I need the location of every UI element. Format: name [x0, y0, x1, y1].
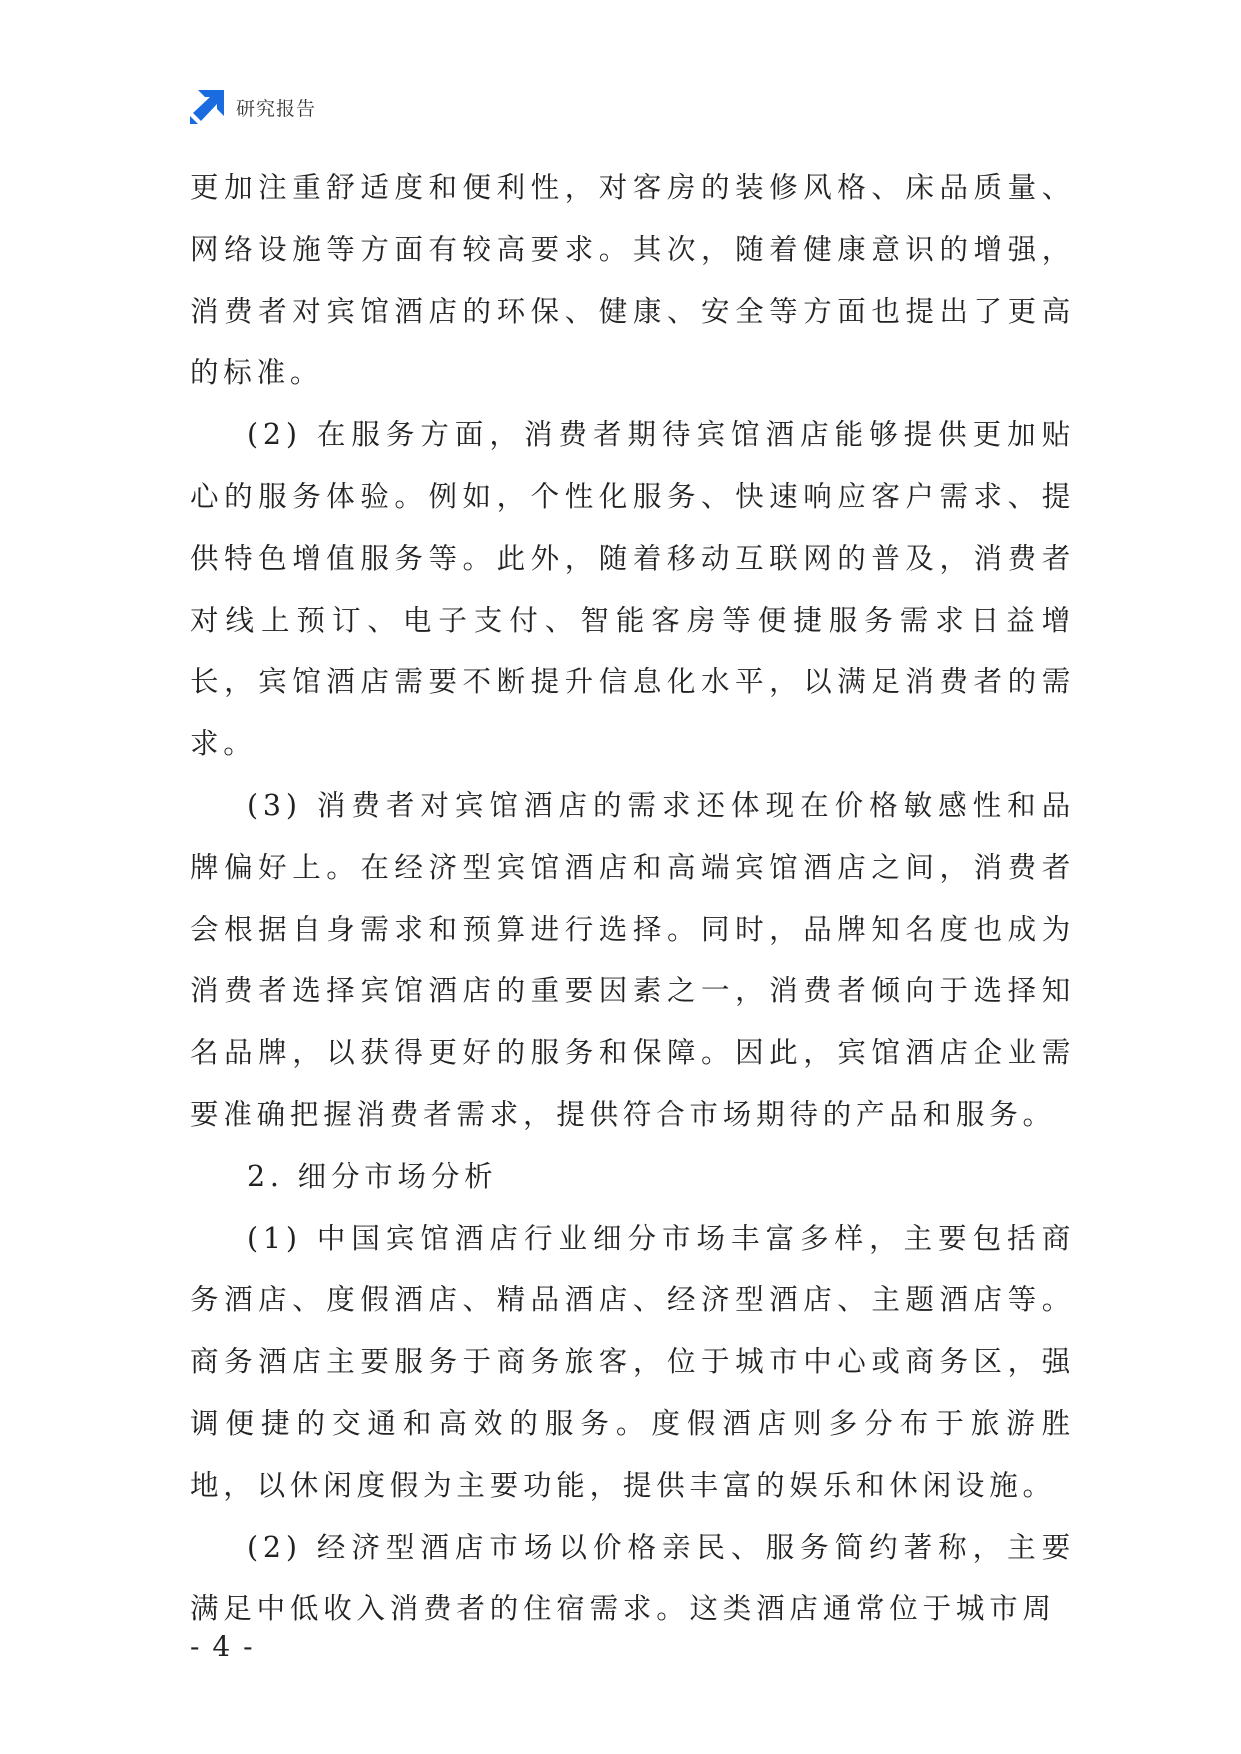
- paragraph-continuation: 更加注重舒适度和便利性，对客房的装修风格、床品质量、网络设施等方面有较高要求。其次，随着健康意识的增强，消费者对宾馆酒店的环保、健康、安全等方面也提出了更高的标准。: [190, 171, 1075, 390]
- page-header: [190, 90, 316, 124]
- logo-arrow-icon: [190, 90, 224, 124]
- paragraph-price-brand: (3) 消费者对宾馆酒店的需求还体现在价格敏感性和品牌偏好上。在经济型宾馆酒店和高端宾馆酒店之间，消费者会根据自身需求和预算进行选择。同时，品牌知名度也成为消费者选择宾馆酒店的重要因素之一，消费者倾向于选择知名品牌，以获得更好的服务和保障。因此，宾馆酒店企业需要准确把握消费者需求，提供符合市场期待的产品和服务。: [190, 788, 1075, 1131]
- document-body: [190, 157, 1075, 1640]
- paragraph-service: (2) 在服务方面，消费者期待宾馆酒店能够提供更加贴心的服务体验。例如，个性化服务、快速响应客户需求、提供特色增值服务等。此外，随着移动互联网的普及，消费者对线上预订、电子支付、智能客房等便捷服务需求日益增长，宾馆酒店需要不断提升信息化水平，以满足消费者的需求。: [190, 418, 1075, 761]
- section-heading: 2. 细分市场分析: [247, 1159, 498, 1193]
- paragraph-economy: (2) 经济型酒店市场以价格亲民、服务简约著称，主要满足中低收入消费者的住宿需求。这类酒店通常位于城市周: [190, 1530, 1075, 1626]
- page-number: - 4 -: [190, 1630, 255, 1663]
- paragraph-segments: (1) 中国宾馆酒店行业细分市场丰富多样，主要包括商务酒店、度假酒店、精品酒店、经济型酒店、主题酒店等。商务酒店主要服务于商务旅客，位于城市中心或商务区，强调便捷的交通和高效的服务。度假酒店则多分布于旅游胜地，以休闲度假为主要功能，提供丰富的娱乐和休闲设施。: [190, 1221, 1075, 1502]
- header-title: 研究报告: [236, 97, 317, 120]
